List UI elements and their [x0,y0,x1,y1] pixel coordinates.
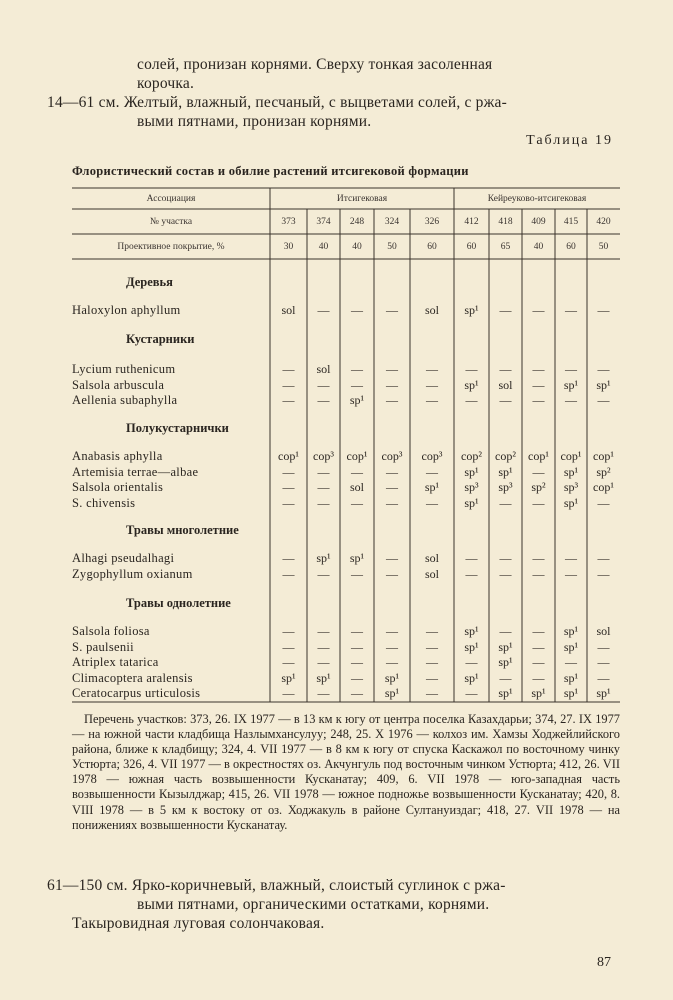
abundance-cell: — [386,480,398,495]
abundance-cell: — [386,639,398,654]
abundance-cell: — [532,624,545,638]
cover-value: 60 [466,242,477,252]
abundance-cell: sp¹ [464,303,479,317]
abundance-cell: — [317,624,330,638]
abundance-cell: — [386,551,398,565]
abundance-cell: sp¹ [596,686,611,701]
intro-line-1: солей, пронизан корнями. Сверху тонкая засоленная [137,56,493,73]
abundance-cell: — [532,464,545,479]
abundance-cell: — [597,303,610,317]
cover-value: 40 [318,242,329,252]
abundance-cell: — [317,496,330,511]
abundance-cell: — [282,480,295,495]
abundance-cell: — [351,464,363,479]
species-name: Climacoptera aralensis [72,670,193,685]
abundance-cell: cop¹ [528,449,549,463]
abundance-cell: sp¹ [563,624,579,638]
abundance-cell: — [532,639,545,654]
abundance-cell: cop³ [381,449,403,463]
species-name: Alhagi pseudalhagi [72,551,175,565]
assoc-header-label: Ассоциация [146,194,196,204]
species-name: Artemisia terrae—albae [72,464,199,479]
group-heading: Полукустарнички [126,421,229,435]
page-number: 87 [597,955,611,970]
outro-line-1: 61—150 см. Ярко-коричневый, влажный, слоистый суглинок с ржа- [47,877,506,894]
abundance-cell: — [426,496,438,511]
abundance-cell: — [597,566,610,581]
abundance-cell: — [317,566,330,581]
floristic-table [72,187,620,704]
outro-line-3: Такыровидная луговая солончаковая. [72,915,325,932]
abundance-cell: — [282,566,295,581]
plot-number: 373 [281,217,296,227]
abundance-cell: — [426,655,438,670]
outro-line-2: выми пятнами, органическими остатками, корнями. [137,896,490,913]
plot-number: 326 [424,217,440,227]
abundance-cell: sp¹ [281,670,296,685]
abundance-cell: sp¹ [498,655,513,670]
abundance-cell: cop¹ [278,449,299,463]
cover-header-label: Проективное покрытие, % [117,242,225,252]
abundance-cell: sp³ [563,480,579,495]
species-name: Aellenia subaphylla [72,393,178,407]
abundance-cell: — [597,655,610,670]
abundance-cell: — [597,639,610,654]
abundance-cell: — [597,362,610,376]
abundance-cell: — [426,639,438,654]
abundance-cell: — [499,303,512,317]
abundance-cell: — [351,670,363,685]
abundance-cell: sp² [596,464,611,479]
abundance-cell: — [386,464,398,479]
abundance-cell: — [565,362,577,376]
abundance-cell: sp¹ [563,464,579,479]
abundance-cell: — [317,464,330,479]
abundance-cell: — [532,303,545,317]
intro-line-3: 14—61 см. Желтый, влажный, песчаный, с выцветами солей, с ржа- [47,94,507,111]
abundance-cell: sol [349,480,364,495]
abundance-cell: — [351,377,363,392]
abundance-cell: cop³ [313,449,334,463]
plot-number: 420 [596,217,611,227]
cover-value: 50 [387,242,397,252]
abundance-cell: cop¹ [593,480,614,495]
abundance-cell: — [282,393,295,407]
abundance-cell: — [465,551,478,565]
cover-value: 40 [352,242,362,252]
table-label: Таблица 19 [526,133,613,148]
abundance-cell: — [426,377,438,392]
abundance-cell: sp¹ [563,377,579,392]
abundance-cell: — [499,566,512,581]
abundance-cell: — [351,686,363,701]
abundance-cell: sol [596,624,611,638]
abundance-cell: cop¹ [346,449,368,463]
abundance-cell: — [282,496,295,511]
species-name: Atriplex tatarica [72,655,159,670]
assoc-header-2: Кейреуково-итсигековая [487,194,587,204]
abundance-cell: cop¹ [560,449,582,463]
group-heading: Травы однолетние [126,596,231,610]
abundance-cell: sp¹ [563,686,579,701]
abundance-cell: sol [424,551,439,565]
abundance-cell: — [426,464,438,479]
abundance-cell: sp¹ [424,480,440,495]
abundance-cell: — [465,566,478,581]
abundance-cell: — [317,393,330,407]
plot-number: 324 [384,217,400,227]
abundance-cell: — [351,362,363,376]
abundance-cell: — [532,551,545,565]
abundance-cell: cop¹ [593,449,614,463]
abundance-cell: sp³ [464,480,479,495]
cover-value: 50 [598,242,609,252]
abundance-cell: — [386,624,398,638]
cover-value: 30 [283,242,294,252]
abundance-cell: — [532,566,545,581]
abundance-cell: — [597,393,610,407]
abundance-cell: — [282,655,295,670]
abundance-cell: sp² [531,480,546,495]
abundance-cell: sp¹ [464,496,479,511]
abundance-cell: — [532,362,545,376]
abundance-cell: sol [281,303,296,317]
intro-line-2: корочка. [137,75,195,92]
plot-number: 415 [563,217,579,227]
abundance-cell: — [386,496,398,511]
abundance-cell: sp¹ [464,464,479,479]
cover-value: 65 [500,242,511,252]
abundance-cell: — [426,624,438,638]
group-heading: Кустарники [126,332,195,346]
species-name: Lycium ruthenicum [72,362,176,376]
abundance-cell: — [499,551,512,565]
abundance-cell: sp¹ [563,670,579,685]
abundance-cell: sp¹ [464,670,479,685]
cover-value: 40 [533,242,544,252]
abundance-cell: — [317,303,330,317]
abundance-cell: — [565,303,577,317]
abundance-cell: sp³ [498,480,513,495]
table-title: Флористический состав и обилие растений итсигековой формации [72,164,469,178]
plot-number: 248 [349,217,365,227]
plot-list-notes: Перечень участков: 373, 26. IX 1977 — в 13 км к югу от центра поселка Казахдарьи; 374, 27. IX 1977 — на южной части кладбища Назлымхансулуу; 248, 25. X 1976 — колхоз им. Хамзы Ходжейлийского района, ближе к кладбищу; 324, 4. VII 1977 — в 8 км к югу от спуска Каскажол по восточному чинку Устюрта; 326, 4. VII 1977 — в окрестностях оз. Акчунгуль под восточным чинком Устюрта; 412, 26. VII 1978 — южная часть возвышенности Кусканатау; 409, 6. VII 1978 — юго-западная часть возвышенности Кызылджар; 415, 26. VII 1978 — южное подножье возвышенности Кусканатау; 420, 8. VIII 1978 — в 5 км к востоку от оз. Ходжакуль в районе Султануиздаг; 418, 27. VII 1978 — на понижениях возвышенности Кусканатау. [72,712,620,832]
abundance-cell: — [282,686,295,701]
abundance-cell: — [317,686,330,701]
intro-line-4: выми пятнами, пронизан корнями. [137,113,372,130]
abundance-cell: sp¹ [349,393,365,407]
abundance-cell: sol [424,303,439,317]
plot-number: 418 [498,217,513,227]
group-heading: Деревья [126,275,173,289]
abundance-cell: — [499,393,512,407]
plot-number: 409 [531,217,546,227]
abundance-cell: sp¹ [464,377,479,392]
abundance-cell: — [532,655,545,670]
abundance-cell: — [351,303,363,317]
abundance-cell: — [386,377,398,392]
abundance-cell: — [426,670,438,685]
abundance-cell: — [532,377,545,392]
abundance-cell: — [282,362,295,376]
species-name: Zygophyllum oxianum [72,566,193,581]
abundance-cell: — [532,393,545,407]
abundance-cell: — [386,393,398,407]
abundance-cell: sp¹ [596,377,611,392]
abundance-cell: — [465,686,478,701]
species-name: Salsola foliosa [72,624,150,638]
abundance-cell: — [282,551,295,565]
abundance-cell: sp¹ [464,624,479,638]
abundance-cell: — [499,624,512,638]
abundance-cell: — [465,655,478,670]
abundance-cell: — [426,686,438,701]
plot-header-label: № участка [149,217,193,227]
abundance-cell: sol [424,566,439,581]
species-name: S. chivensis [72,496,136,511]
abundance-cell: cop³ [421,449,443,463]
species-name: S. paulsenii [72,639,134,654]
abundance-cell: sp¹ [498,639,513,654]
species-name: Ceratocarpus urticulosis [72,686,201,701]
abundance-cell: sp¹ [498,464,513,479]
abundance-cell: — [565,566,577,581]
abundance-cell: — [532,670,545,685]
abundance-cell: — [351,624,363,638]
abundance-cell: — [351,566,363,581]
abundance-cell: — [282,639,295,654]
plot-number: 412 [464,217,479,227]
abundance-cell: — [317,377,330,392]
cover-value: 60 [427,242,437,252]
abundance-cell: — [386,566,398,581]
assoc-header-1: Итсигековая [336,194,388,204]
abundance-cell: sp¹ [464,639,479,654]
abundance-cell: — [465,393,478,407]
plot-number: 374 [316,217,331,227]
abundance-cell: — [499,670,512,685]
abundance-cell: — [426,362,438,376]
abundance-cell: — [597,670,610,685]
abundance-cell: — [499,362,512,376]
abundance-cell: — [499,496,512,511]
abundance-cell: — [386,655,398,670]
abundance-cell: cop² [461,449,482,463]
abundance-cell: cop² [495,449,516,463]
abundance-cell: — [565,655,577,670]
abundance-cell: sp¹ [531,686,546,701]
abundance-cell: — [351,655,363,670]
abundance-cell: — [465,362,478,376]
abundance-cell: — [282,624,295,638]
cover-value: 60 [566,242,576,252]
abundance-cell: sp¹ [316,670,331,685]
abundance-cell: — [351,639,363,654]
abundance-cell: sol [498,377,513,392]
abundance-cell: — [282,464,295,479]
abundance-cell: — [597,496,610,511]
abundance-cell: sp¹ [316,551,331,565]
abundance-cell: — [351,496,363,511]
species-name: Salsola arbuscula [72,377,165,392]
abundance-cell: sp¹ [384,670,400,685]
abundance-cell: sol [316,362,331,376]
abundance-cell: — [565,393,577,407]
abundance-cell: — [532,496,545,511]
abundance-cell: — [386,303,398,317]
abundance-cell: sp¹ [384,686,400,701]
species-name: Salsola orientalis [72,480,164,495]
abundance-cell: — [597,551,610,565]
species-name: Haloxylon aphyllum [72,303,181,317]
abundance-cell: — [317,480,330,495]
abundance-cell: sp¹ [563,496,579,511]
abundance-cell: sp¹ [498,686,513,701]
species-name: Anabasis aphylla [72,449,163,463]
abundance-cell: — [565,551,577,565]
abundance-cell: — [317,639,330,654]
abundance-cell: — [317,655,330,670]
abundance-cell: — [426,393,438,407]
abundance-cell: — [386,362,398,376]
abundance-cell: sp¹ [563,639,579,654]
abundance-cell: sp¹ [349,551,365,565]
abundance-cell: — [282,377,295,392]
group-heading: Травы многолетние [126,523,239,537]
